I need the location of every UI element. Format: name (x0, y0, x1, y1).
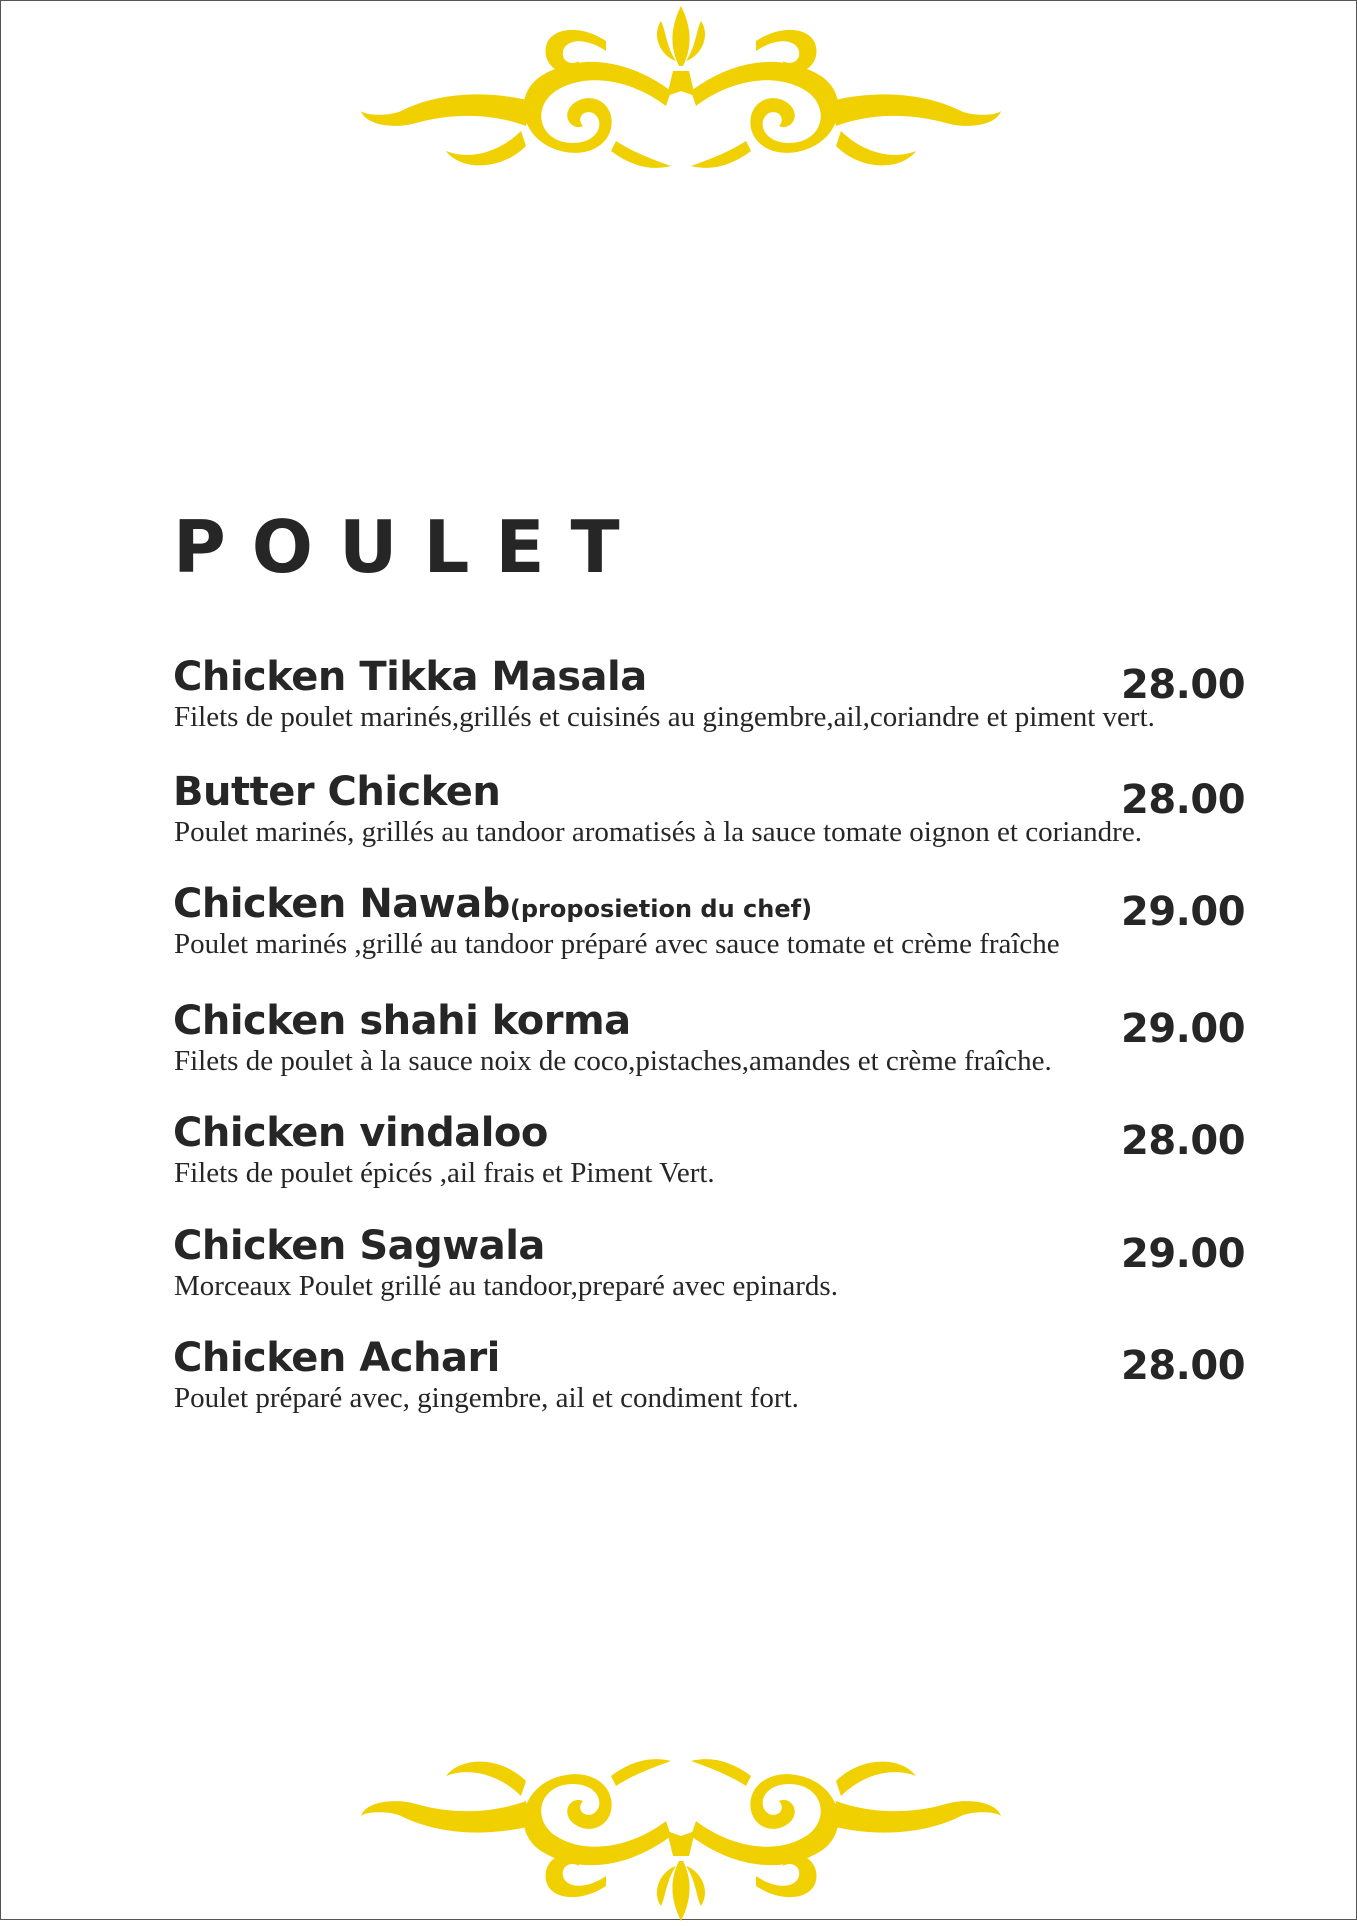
item-price: 28.00 (1121, 662, 1246, 708)
item-name: Chicken Sagwala (173, 1223, 545, 1269)
menu-item (1, 654, 1357, 757)
menu-item (1, 1110, 1357, 1213)
item-name: Butter Chicken (173, 769, 501, 815)
menu-item (1, 998, 1357, 1101)
item-description: Morceaux Poulet grillé au tandoor,preparé avec epinards. (174, 1270, 838, 1302)
menu-item (1, 881, 1357, 984)
item-name: Chicken Tikka Masala (173, 654, 647, 700)
item-description: Filets de poulet épicés ,ail frais et Piment Vert. (174, 1157, 715, 1189)
item-description: Poulet préparé avec, gingembre, ail et condiment fort. (174, 1382, 799, 1414)
item-price: 28.00 (1121, 1118, 1246, 1164)
menu-item (1, 769, 1357, 872)
item-name: Chicken shahi korma (173, 998, 631, 1044)
item-price: 29.00 (1121, 1006, 1246, 1052)
section-title: POULET (173, 505, 646, 589)
item-price: 28.00 (1121, 777, 1246, 823)
item-description: Poulet marinés ,grillé au tandoor préparé avec sauce tomate et crème fraîche (174, 928, 1060, 960)
item-name: Chicken vindaloo (173, 1110, 548, 1156)
item-price: 29.00 (1121, 889, 1246, 935)
item-description: Filets de poulet marinés,grillés et cuisinés au gingembre,ail,coriandre et piment vert. (174, 701, 1155, 733)
menu-item (1, 1223, 1357, 1326)
item-description: Poulet marinés, grillés au tandoor aromatisés à la sauce tomate oignon et coriandre. (174, 816, 1142, 848)
bottom-flourish-icon (361, 1736, 1001, 1926)
item-price: 28.00 (1121, 1343, 1246, 1389)
menu-item (1, 1335, 1357, 1438)
top-flourish-icon (361, 1, 1001, 191)
item-name: Chicken Achari (173, 1335, 500, 1381)
item-description: Filets de poulet à la sauce noix de coco,pistaches,amandes et crème fraîche. (174, 1045, 1052, 1077)
item-price: 29.00 (1121, 1231, 1246, 1277)
item-name: Chicken Nawab(proposietion du chef) (173, 881, 813, 927)
